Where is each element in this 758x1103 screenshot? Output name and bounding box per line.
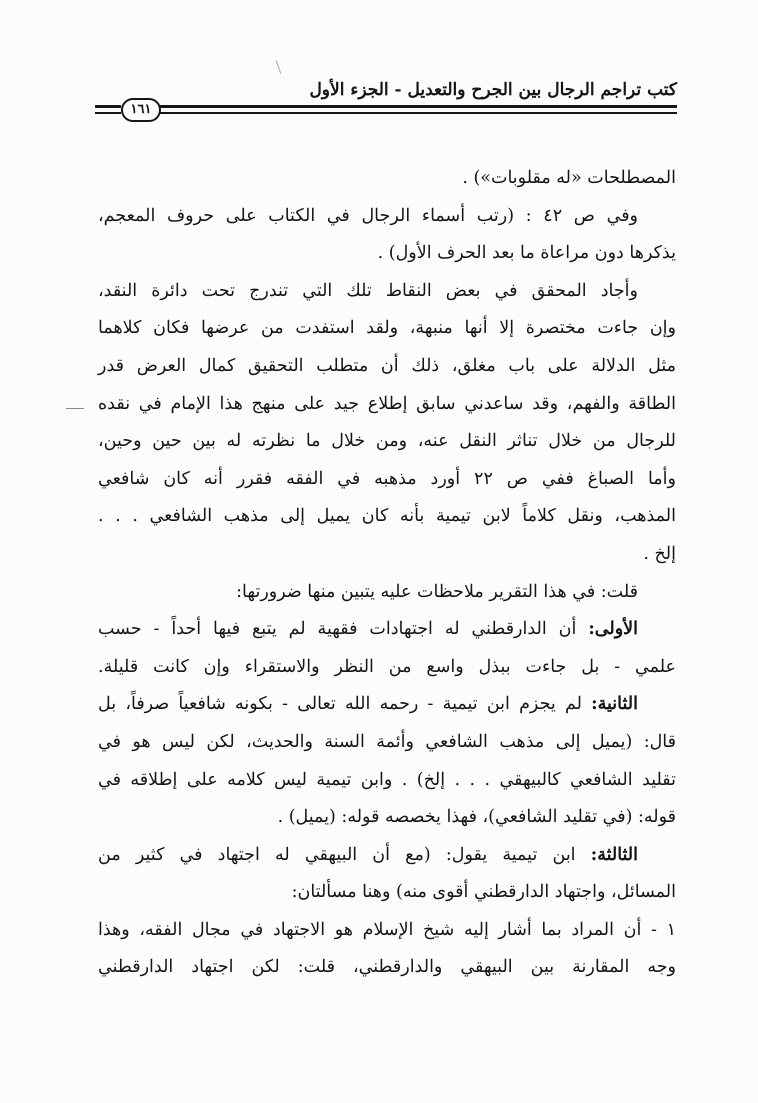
text-line-body: لم يجزم ابن تيمية - رحمه الله تعالى - بكونه شافعياً صرفاً، بل bbox=[98, 694, 582, 715]
body-text bbox=[98, 160, 676, 987]
text-line bbox=[98, 686, 676, 724]
text-line: قال: (يميل إلى مذهب الشافعي وأئمة السنة والحديث، لكن ليس هو في bbox=[98, 731, 676, 752]
header-rule-left-thin bbox=[95, 112, 121, 114]
scan-mark bbox=[276, 60, 282, 73]
text-line: وأجاد المحقق في بعض النقاط تلك التي تندرج تحت دائرة النقد، bbox=[98, 280, 638, 301]
header-rule bbox=[157, 105, 677, 108]
text-line: يذكرها دون مراعاة ما بعد الحرف الأول) . bbox=[377, 243, 676, 264]
text-line bbox=[98, 837, 676, 875]
text-line: وأما الصباغ ففي ص ٢٢ أورد مذهبه في الفقه فقرر أنه كان شافعي bbox=[98, 468, 676, 489]
text-line: وفي ص ٤٢ : (رتب أسماء الرجال في الكتاب على حروف المعجم، bbox=[98, 205, 639, 226]
text-line bbox=[98, 611, 676, 649]
text-line: مثل الدلالة على باب مغلق، ذلك أن متطلب التحقيق كمال العرض قدر bbox=[98, 355, 676, 376]
label-first: الأولى: bbox=[588, 619, 638, 640]
text-line: وجه المقارنة بين البيهقي والدارقطني، قلت: لكن اجتهاد الدارقطني bbox=[98, 957, 676, 978]
text-line: تقليد الشافعي كالبيهقي . . . إلخ) . وابن تيمية ليس كلامه على إطلاقه في bbox=[98, 769, 676, 790]
text-line: المذهب، ونقل كلاماً لابن تيمية بأنه كان يميل إلى مذهب الشافعي . . . bbox=[98, 506, 676, 527]
page-number: ١٦١ bbox=[121, 98, 161, 122]
running-title: كتب تراجم الرجال بين الجرح والتعديل - الجزء الأول bbox=[309, 80, 677, 100]
text-line: قلت: في هذا التقرير ملاحظات عليه يتبين منها ضرورتها: bbox=[236, 581, 638, 602]
header-rule-thin bbox=[157, 112, 677, 114]
page-header bbox=[95, 76, 677, 126]
label-second: الثانية: bbox=[591, 694, 638, 715]
header-rule-left bbox=[95, 105, 121, 108]
text-line: علمي - بل جاءت ببذل واسع من النظر والاستقراء وإن كانت قليلة. bbox=[98, 656, 676, 677]
text-line: ١ - أن المراد بما أشار إليه شيخ الإسلام هو الاجتهاد في مجال الفقه، وهذا bbox=[98, 919, 676, 940]
text-line: قوله: (في تقليد الشافعي)، فهذا يخصصه قوله: (يميل) . bbox=[277, 807, 676, 828]
text-line: المسائل، واجتهاد الدارقطني أقوى منه) وهنا مسألتان: bbox=[291, 882, 676, 903]
text-line-body: ابن تيمية يقول: (مع أن البيهقي له اجتهاد في كثير من bbox=[98, 844, 576, 865]
text-line-body: أن الدارقطني له اجتهادات فقهية لم يتبع فيها أحداً - حسب bbox=[98, 619, 577, 640]
text-line: للرجال من خلال تناثر النقل عنه، ومن خلال ما نظرته له بين حين وحين، bbox=[98, 431, 676, 452]
margin-mark bbox=[66, 408, 84, 409]
text-line: إلخ . bbox=[643, 543, 676, 564]
text-line: وإن جاءت مختصرة إلا أنها منبهة، ولقد استفدت من عرضها فكان كلاهما bbox=[98, 318, 676, 339]
text-line: الطاقة والفهم، وقد ساعدني سابق إطلاع جيد على منهج هذا الإمام في نقده bbox=[98, 393, 676, 414]
text-line: المصطلحات «له مقلوبات») . bbox=[462, 168, 676, 188]
label-third: الثالثة: bbox=[590, 844, 638, 865]
